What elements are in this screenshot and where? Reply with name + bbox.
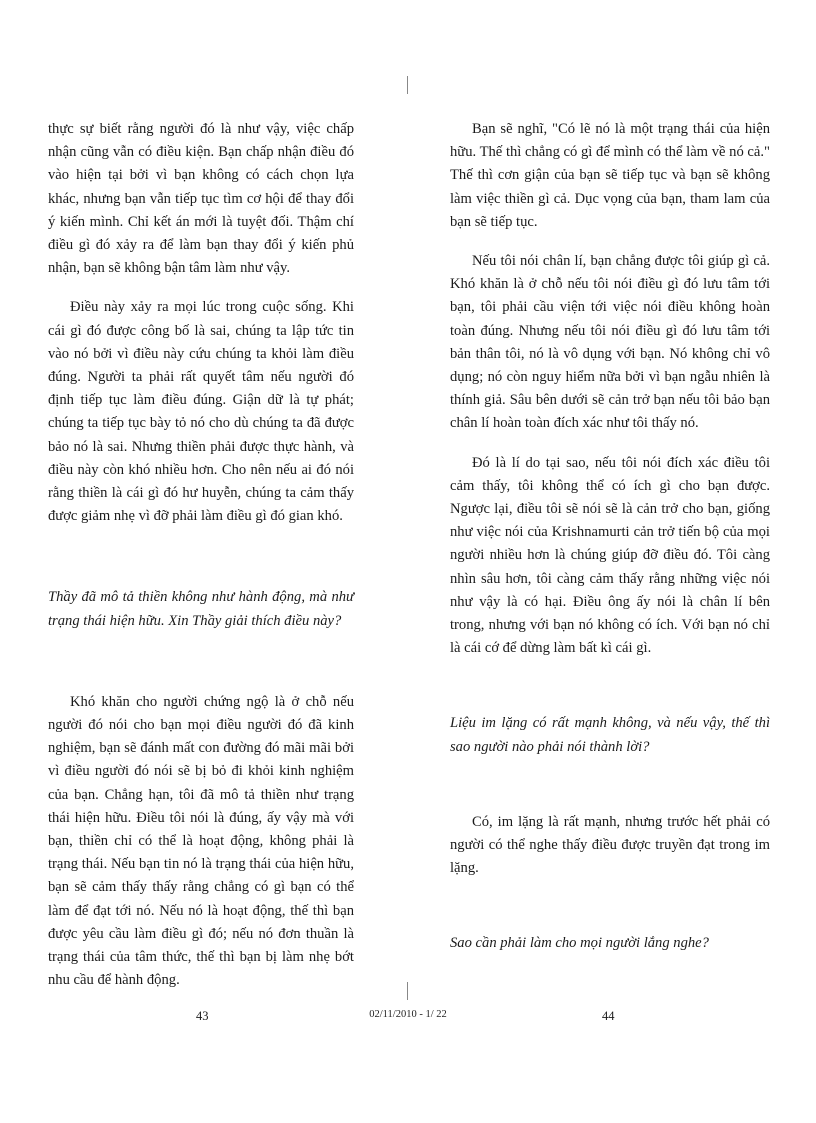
page-fold-bottom: [407, 982, 408, 1000]
right-question-1: Liệu im lặng có rất mạnh không, và nếu vậy, thế thì sao người nào phải nói thành lời?: [450, 715, 770, 755]
right-page-column: [450, 118, 770, 956]
left-paragraph-2: Điều này xảy ra mọi lúc trong cuộc sống. Khi cái gì đó được công bố là sai, chúng ta lập tức tin vào nó bởi vì điều này cứu chúng ta khỏi làm điều đúng. Người ta phải rất quyết tâm nếu người đó định tiếp tục làm điều đúng. Giận dữ là tự phát; chúng ta tiếp tục bày tỏ nó cho dù chúng ta đã được bảo nó là sai. Nhưng thiền phải được thực hành, và điều này còn khó nhiều hơn. Cho nên nếu ai đó nói rằng thiền là cái gì đó hư huyễn, chúng ta cảm thấy được giảm nhẹ vì đỡ phải làm điều gì đó gian khó.: [48, 299, 354, 525]
right-paragraph-2: Nếu tôi nói chân lí, bạn chẳng được tôi giúp gì cả. Khó khăn là ở chỗ nếu tôi nói điều gì đó lưu tâm tới bạn, tôi phải cầu viện tới việc nói điều không hoàn toàn đúng. Nhưng nếu tôi nói điều gì đó lưu tâm tới bản thân tôi, nó là vô dụng với bạn. Nó không chỉ vô dụng; nó còn nguy hiểm nữa bởi vì bạn ngẫu nhiên là thính giả. Sâu bên dưới sẽ cản trở bạn nếu tôi bảo bạn chân lí hoàn toàn đích xác như tôi thấy nó.: [450, 253, 770, 432]
left-paragraph-3: Khó khăn cho người chứng ngộ là ở chỗ nếu người đó nói cho bạn mọi điều người đó đã kinh nghiệm, bạn sẽ đánh mất con đường đó mãi mãi bởi vì điều người đó nói sẽ bị bỏ đi khỏi kinh nghiệm của bạn. Chẳng hạn, tôi đã mô tả thiền như trạng thái hiện hữu. Điều tôi nói là đúng, ấy vậy mà với bạn, thiền chỉ có thể là hoạt động, không phải là trạng thái. Nếu bạn tin nó là trạng thái của hiện hữu, bạn sẽ cảm thấy thấy rằng chẳng có gì bạn có thể làm để đạt tới nó. Nếu nó là hoạt động, thế thì bạn được yêu cầu làm điều gì đó; nếu nó đơn thuần là trạng thái của tâm thức, thế thì bạn bị làm nhẹ bớt nhu cầu để hành động.: [48, 693, 354, 989]
footer-date: 02/11/2010 - 1/ 22: [369, 1009, 447, 1020]
right-question-2: Sao cần phải làm cho mọi người lắng nghe?: [450, 935, 709, 952]
right-paragraph-1: Bạn sẽ nghĩ, "Có lẽ nó là một trạng thái của hiện hữu. Thế thì chẳng có gì để mình có thể làm về nó cả." Thế thì cơn giận của bạn sẽ tiếp tục và bạn sẽ không làm việc thiền gì cả. Dục vọng của bạn, tham lam của bạn sẽ tiếp tục.: [450, 121, 770, 230]
left-page-column: [48, 118, 354, 993]
left-question: Thầy đã mô tả thiền không như hành động, mà như trạng thái hiện hữu. Xin Thầy giải thích điều này?: [48, 589, 354, 629]
left-page-number: 43: [196, 1009, 209, 1023]
right-paragraph-4: Có, im lặng là rất mạnh, nhưng trước hết phải có người có thể nghe thấy điều được truyền đạt trong im lặng.: [450, 813, 770, 877]
page-fold-top: [407, 76, 408, 94]
right-paragraph-3: Đó là lí do tại sao, nếu tôi nói đích xác điều tôi cảm thấy, tôi không thể có ích gì cho bạn được. Ngược lại, điều tôi sẽ nói sẽ là cản trở cho bạn, giống như việc nói của Krishnamurti cản trở tiến bộ của mọi người nhiều hơn là chúng giúp đỡ điều đó. Tôi càng nhìn sâu hơn, tôi càng cảm thấy rằng những việc nói như vậy là có hại. Điều ông ấy nói là chân lí bên trong, nhưng với bạn nó không có ích. Với bạn nó chỉ là cái cớ để dừng làm bất kì cái gì.: [450, 454, 770, 657]
right-page-number: 44: [602, 1009, 615, 1023]
left-paragraph-1: thực sự biết rằng người đó là như vậy, việc chấp nhận cũng vẫn có điều kiện. Bạn chấp nhận điều đó vào hiện tại bởi vì bạn không có cách chọn lựa khác, nhưng bạn vẫn tiếp tục tìm cơ hội để thay đổi ý kiến mình. Chỉ kết án mới là tuyệt đối. Thậm chí điều gì đó xảy ra để làm bạn thay đổi ý kiến phủ nhận, bạn sẽ không bận tâm làm như vậy.: [48, 121, 354, 277]
